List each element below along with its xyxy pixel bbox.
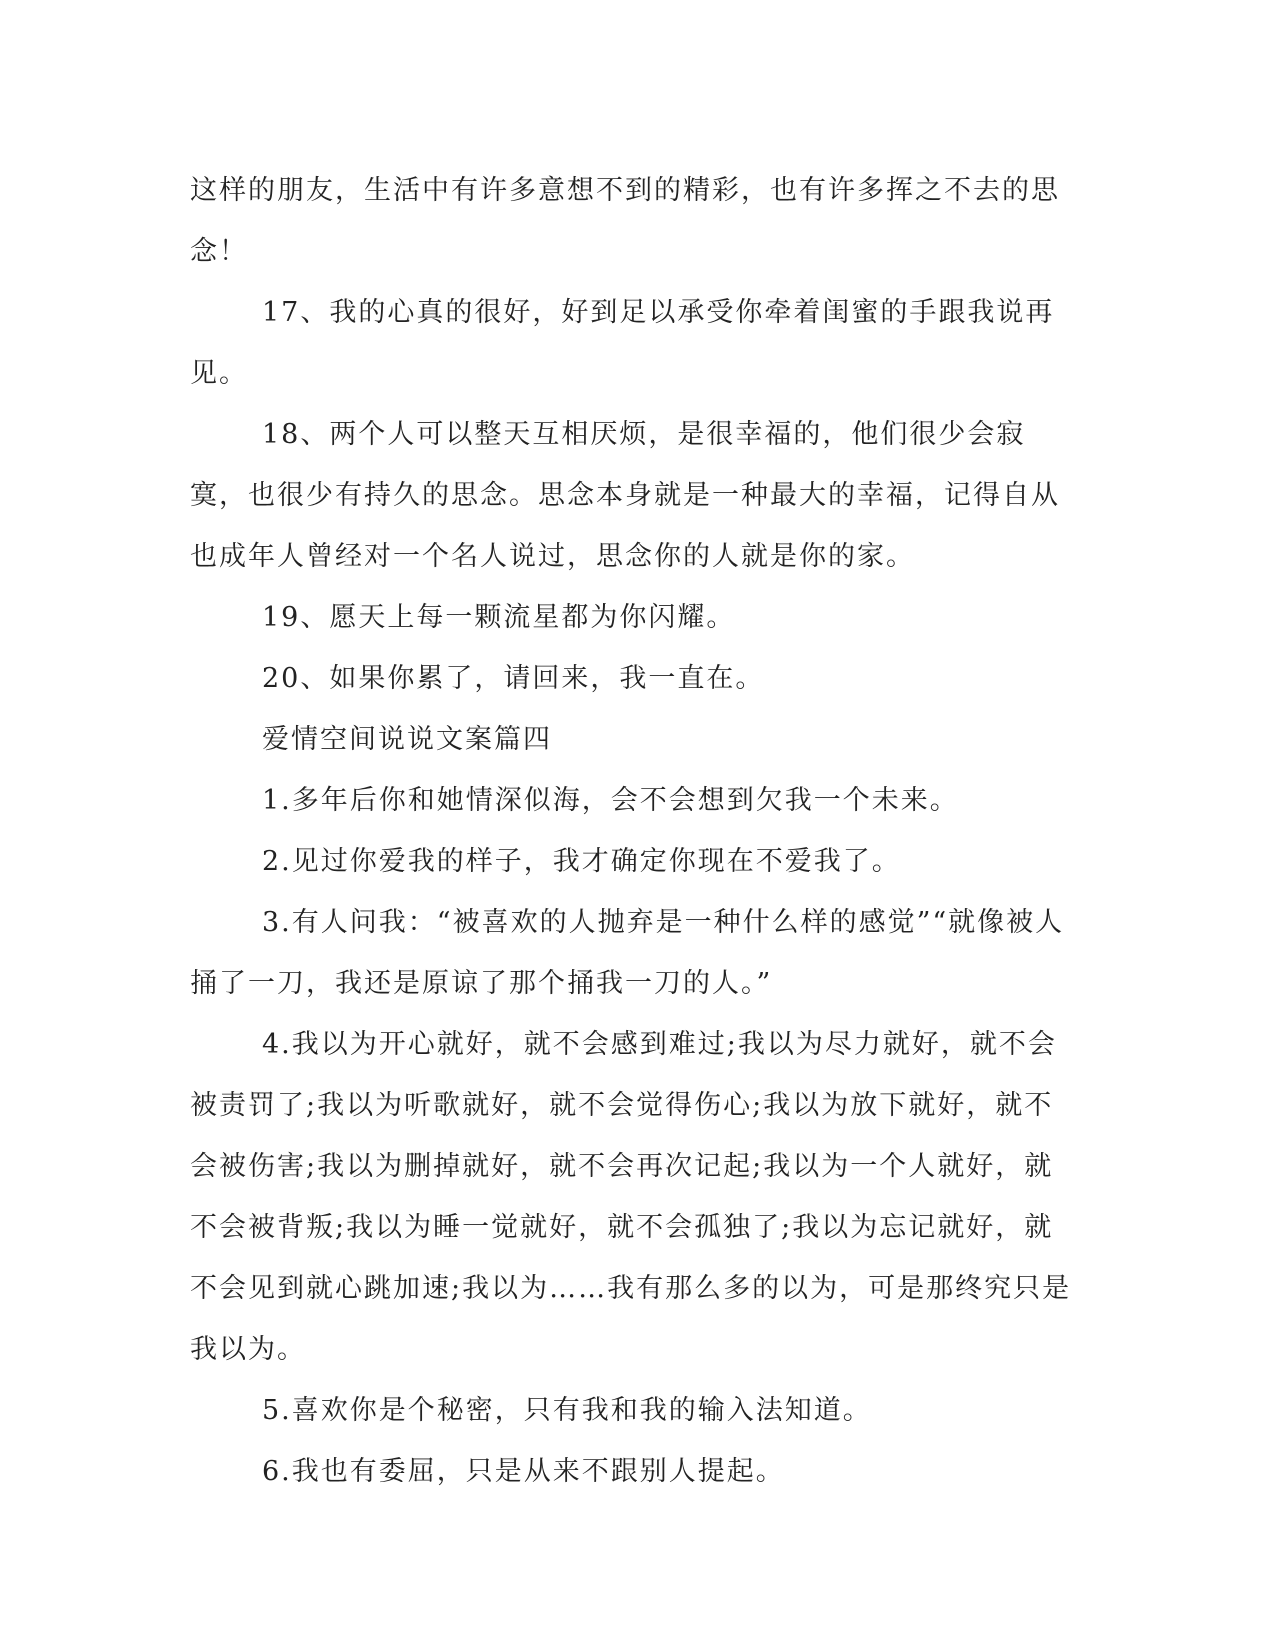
paragraph-item-20: 20、如果你累了，请回来，我一直在。 [262, 663, 765, 694]
paragraph-item-3: 3.有人问我：“被喜欢的人抛弃是一种什么样的感觉”“就像被人捅了一刀，我还是原谅了那个捅我一刀的人。” [190, 907, 1065, 999]
paragraph-item-6: 6.我也有委屈，只是从来不跟别人提起。 [262, 1456, 785, 1487]
paragraph-item-17: 17、我的心真的很好，好到足以承受你牵着闺蜜的手跟我说再见。 [190, 297, 1055, 389]
paragraph-item-2: 2.见过你爱我的样子，我才确定你现在不爱我了。 [262, 846, 901, 877]
paragraph-item-4: 4.我以为开心就好，就不会感到难过;我以为尽力就好，就不会被责罚了;我以为听歌就好，就不会觉得伤心;我以为放下就好，就不会被伤害;我以为删掉就好，就不会再次记起;我以为一个人就好，就不会被背叛;我以为睡一觉就好，就不会孤独了;我以为忘记就好，就不会见到就心跳加速;我以为……我有那么多的以为，可是那终究只是我以为。 [190, 1029, 1072, 1365]
paragraph-continuation: 这样的朋友，生活中有许多意想不到的精彩，也有许多挥之不去的思念！ [190, 175, 1060, 267]
section-heading: 爱情空间说说文案篇四 [262, 724, 552, 755]
paragraph-item-5: 5.喜欢你是个秘密，只有我和我的输入法知道。 [262, 1395, 872, 1426]
paragraph-item-18: 18、两个人可以整天互相厌烦，是很幸福的，他们很少会寂寞，也很少有持久的思念。思念本身就是一种最大的幸福，记得自从也成年人曾经对一个名人说过，思念你的人就是你的家。 [190, 419, 1060, 572]
paragraph-item-1: 1.多年后你和她情深似海，会不会想到欠我一个未来。 [262, 785, 959, 816]
paragraph-item-19: 19、愿天上每一颗流星都为你闪耀。 [262, 602, 736, 633]
document-body [190, 160, 1080, 1502]
